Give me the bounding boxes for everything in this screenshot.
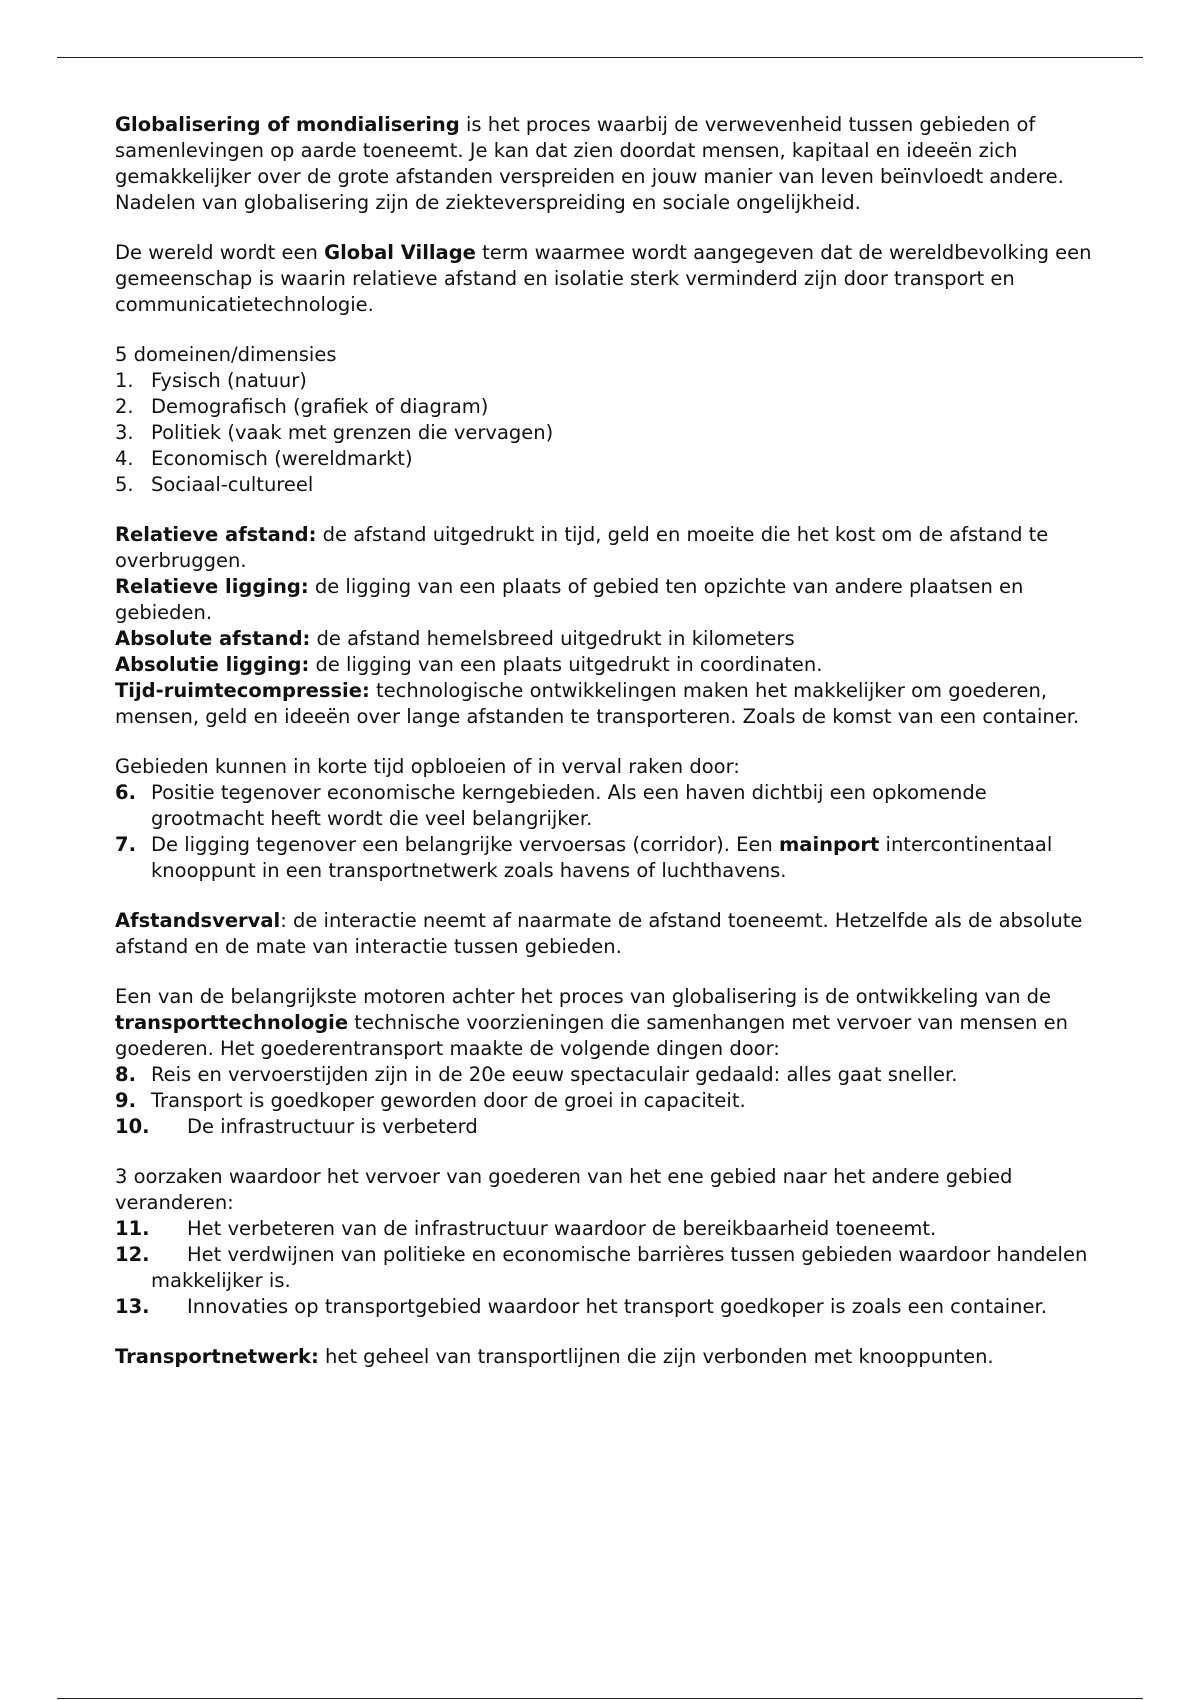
definition-time-space-compression: Tijd-ruimtecompressie: technologische ontwikkelingen maken het makkelijker om goederen, mensen, geld en ideeën over lange afstanden te transporteren. Zoals de komst van een container. bbox=[115, 679, 1080, 728]
distance-decay-paragraph: Afstandsverval: de interactie neemt af naarmate de afstand toeneemt. Hetzelfde als de absolute afstand en de mate van interactie tussen gebieden. bbox=[115, 909, 1083, 958]
term-global-village: Global Village bbox=[324, 241, 476, 264]
list-item: 12. Het verdwijnen van politieke en economische barrières tussen gebieden waardoor handelen makkelijker is. bbox=[115, 1243, 1088, 1292]
list-item: 9. Transport is goedkoper geworden door de groei in capaciteit. bbox=[115, 1089, 746, 1112]
globalisation-paragraph: Globalisering of mondialisering is het proces waarbij de verwevenheid tussen gebieden of samenlevingen op aarde toeneemt. Je kan dat zien doordat mensen, kapitaal en ideeën zich gemakkelijker over de grote afstanden verspreiden en jouw manier van leven beïnvloedt andere. Nadelen van globalisering zijn de ziekteverspreiding en sociale ongelijkheid. bbox=[115, 113, 1064, 214]
domains-heading: 5 domeinen/dimensies bbox=[115, 343, 337, 366]
list-item: 1. Fysisch (natuur) bbox=[115, 369, 307, 392]
term-globalisering: Globalisering of mondialisering bbox=[115, 113, 460, 136]
definition-absolute-distance: Absolute afstand: de afstand hemelsbreed uitgedrukt in kilometers bbox=[115, 627, 795, 650]
term-transporttechnologie: transporttechnologie bbox=[115, 1011, 349, 1034]
top-rule bbox=[57, 57, 1143, 58]
bottom-rule bbox=[57, 1698, 1143, 1699]
list-item: 5. Sociaal-cultureel bbox=[115, 473, 314, 496]
term-transportnetwerk: Transportnetwerk: bbox=[115, 1345, 319, 1368]
document-body bbox=[115, 112, 1095, 1370]
transport-technology-paragraph: Een van de belangrijkste motoren achter het proces van globalisering is de ontwikkeling van de transporttechnologie technische voorzieningen die samenhangen met vervoer van mensen en goederen. Het goederentransport maakte de volgende dingen door: bbox=[115, 985, 1068, 1060]
list-item: 13. Innovaties op transportgebied waardoor het transport goedkoper is zoals een container. bbox=[115, 1295, 1047, 1318]
list-item: 11. Het verbeteren van de infrastructuur waardoor de bereikbaarheid toeneemt. bbox=[115, 1217, 937, 1240]
causes-heading: 3 oorzaken waardoor het vervoer van goederen van het ene gebied naar het andere gebied veranderen: bbox=[115, 1165, 1013, 1214]
list-item: 4. Economisch (wereldmarkt) bbox=[115, 447, 413, 470]
list-item: 6. Positie tegenover economische kerngebieden. Als een haven dichtbij een opkomende grootmacht heeft wordt die veel belangrijker. bbox=[115, 781, 987, 830]
list-item: 8. Reis en vervoerstijden zijn in de 20e eeuw spectaculair gedaald: alles gaat sneller. bbox=[115, 1063, 958, 1086]
term-mainport: mainport bbox=[778, 833, 880, 856]
transport-network-paragraph: Transportnetwerk: het geheel van transportlijnen die zijn verbonden met knooppunten. bbox=[115, 1345, 994, 1368]
list-item: 10. De infrastructuur is verbeterd bbox=[115, 1115, 478, 1138]
global-village-paragraph: De wereld wordt een Global Village term waarmee wordt aangegeven dat de wereldbevolking een gemeenschap is waarin relatieve afstand en isolatie sterk verminderd zijn door transport en communicatietechnologie. bbox=[115, 241, 1092, 316]
list-item: 7. De ligging tegenover een belangrijke vervoersas (corridor). Een mainport intercontinentaal knooppunt in een transportnetwerk zoals havens of luchthavens. bbox=[115, 833, 1053, 882]
definition-relative-location: Relatieve ligging: de ligging van een plaats of gebied ten opzichte van andere plaatsen en gebieden. bbox=[115, 575, 1024, 624]
list-item: 2. Demografisch (grafiek of diagram) bbox=[115, 395, 489, 418]
areas-heading: Gebieden kunnen in korte tijd opbloeien of in verval raken door: bbox=[115, 755, 740, 778]
definition-absolute-location: Absolutie ligging: de ligging van een plaats uitgedrukt in coordinaten. bbox=[115, 653, 823, 676]
term-afstandsverval: Afstandsverval bbox=[115, 909, 281, 932]
list-item: 3. Politiek (vaak met grenzen die vervagen) bbox=[115, 421, 554, 444]
definition-relative-distance: Relatieve afstand: de afstand uitgedrukt in tijd, geld en moeite die het kost om de afstand te overbruggen. bbox=[115, 523, 1049, 572]
